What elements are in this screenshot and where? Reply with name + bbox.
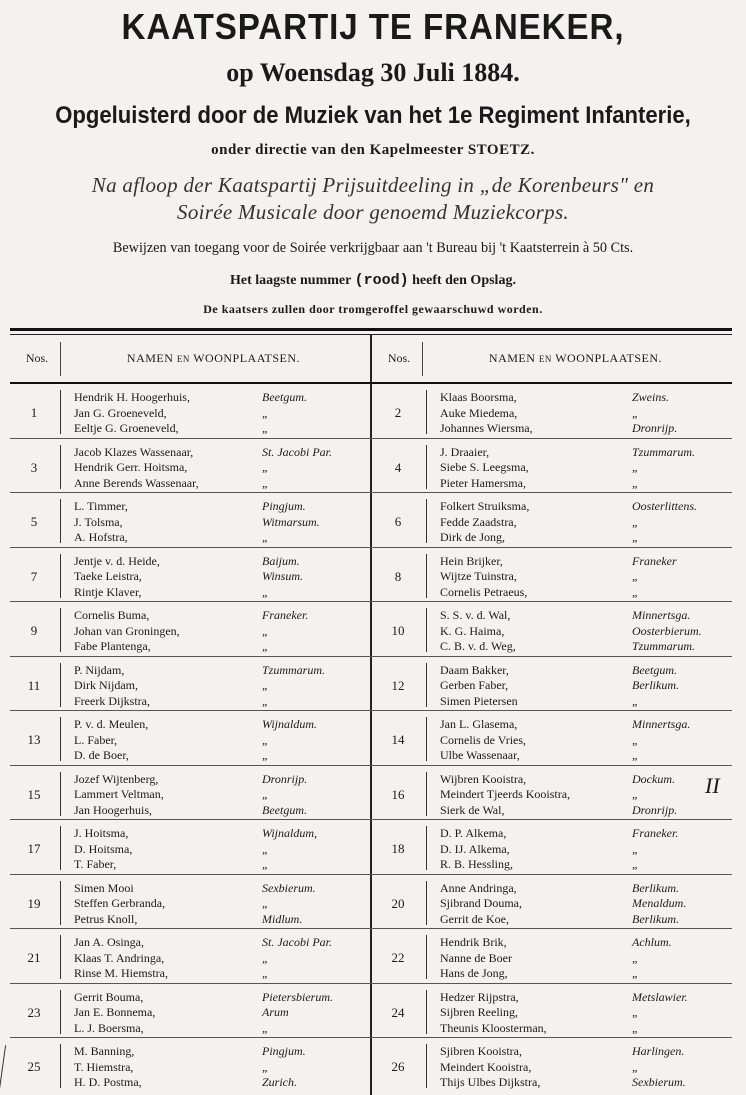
- entry-names: [440, 717, 526, 764]
- player-place: Wijnaldum.: [262, 717, 318, 731]
- entry-places: [632, 772, 677, 819]
- entry-places: [632, 717, 690, 764]
- entry-places: [632, 881, 686, 928]
- entry-brace: [426, 499, 437, 543]
- col-nos-right: Nos.: [387, 351, 411, 365]
- player-place: „: [632, 693, 639, 708]
- player-place: Minnertsga.: [632, 608, 691, 622]
- entry-brace: [426, 772, 437, 816]
- player-place: „: [632, 530, 639, 544]
- entry-number: 9: [30, 623, 38, 638]
- player-place: „: [262, 475, 269, 490]
- entry-places: [632, 935, 672, 982]
- player-name: Hendrik Brik,: [440, 935, 507, 949]
- player-name: Hendrik Gerr. Hoitsma,: [74, 460, 188, 474]
- row-divider: [10, 1037, 732, 1038]
- col-names-left: [61, 351, 366, 366]
- player-place: „: [262, 896, 269, 910]
- player-name: D. IJ. Alkema,: [440, 841, 510, 856]
- player-name: M. Banning,: [74, 1044, 135, 1058]
- entry-names: [440, 826, 513, 873]
- entry-number: 25: [27, 1059, 41, 1074]
- player-place: „: [262, 787, 269, 801]
- player-place: „: [632, 966, 639, 980]
- player-place: Oosterbierum.: [632, 623, 702, 638]
- row-divider: [10, 710, 732, 711]
- player-place: Pietersbierum.: [262, 989, 333, 1004]
- entry-places: [632, 445, 695, 492]
- player-place: „: [262, 1020, 269, 1035]
- player-name: Fabe Plantenga,: [74, 639, 151, 653]
- player-place: „: [632, 787, 639, 801]
- player-place: „: [632, 584, 639, 599]
- row-divider: [10, 601, 732, 602]
- player-place: „: [262, 460, 269, 474]
- player-name: Petrus Knoll,: [74, 911, 138, 926]
- player-name: H. D. Postma,: [74, 1075, 142, 1089]
- player-place: Beetgum.: [262, 802, 307, 817]
- entry-names: [440, 445, 529, 492]
- drum-line: De kaatsers zullen door tromgeroffel gewaarschuwd worden.: [203, 302, 543, 316]
- player-name: Sjibrand Douma,: [440, 896, 522, 910]
- player-place: Dockum.: [632, 771, 675, 786]
- entry-number: 5: [30, 514, 38, 529]
- player-place: „: [632, 1020, 639, 1035]
- player-place: Franeker: [632, 553, 677, 568]
- player-name: Dirk de Jong,: [440, 530, 505, 544]
- player-place: Menaldum.: [632, 896, 687, 910]
- col-names-right: [423, 351, 728, 366]
- col-names-a: NAMEN: [126, 351, 174, 365]
- player-name: Jan Hoogerhuis,: [74, 802, 152, 817]
- player-name: P. v. d. Meulen,: [74, 717, 149, 731]
- poster-date: op Woensdag 30 Juli 1884.: [226, 58, 520, 87]
- entry-names: [440, 935, 512, 982]
- player-name: Sijbren Reeling,: [440, 1005, 518, 1019]
- player-place: „: [262, 693, 269, 708]
- player-name: A. Hofstra,: [74, 530, 128, 544]
- row-divider: [10, 547, 732, 548]
- player-name: Hans de Jong,: [440, 966, 508, 980]
- entry-places: [632, 608, 702, 655]
- player-name: L. J. Boersma,: [74, 1020, 144, 1035]
- player-place: Berlikum.: [632, 911, 679, 926]
- entry-names: [440, 554, 527, 601]
- player-name: Klaas T. Andringa,: [74, 950, 165, 965]
- tickets-line: Bewijzen van toegang voor de Soirée verkrijgbaar aan 't Bureau bij 't Kaatsterrein à 50 Cts.: [112, 240, 634, 256]
- player-name: Hendrik H. Hoogerhuis,: [74, 390, 190, 404]
- player-name: Rintje Klaver,: [74, 584, 142, 599]
- entry-brace: [426, 554, 437, 598]
- player-name: Hein Brijker,: [440, 553, 503, 568]
- table-row: [0, 713, 746, 765]
- player-place: Winsum.: [262, 569, 304, 583]
- lowest-post: heeft den Opslag.: [412, 273, 516, 288]
- player-place: Tzummarum.: [262, 662, 326, 677]
- table-top-rule: [10, 328, 732, 331]
- entry-names: [440, 663, 518, 710]
- entry-number: 18: [391, 841, 405, 856]
- player-place: Sexbierum.: [262, 880, 316, 895]
- player-place: „: [262, 950, 269, 965]
- player-place: Wijnaldum,: [262, 826, 318, 840]
- row-divider: [10, 765, 732, 766]
- entry-brace: [426, 826, 437, 870]
- entry-places: [632, 663, 679, 710]
- player-place: Arum: [262, 1005, 289, 1019]
- player-name: Jan A. Osinga,: [74, 935, 144, 949]
- entry-brace: [426, 663, 437, 707]
- player-name: Sierk de Wal,: [440, 802, 505, 817]
- player-name: Johan van Groningen,: [74, 623, 180, 638]
- player-place: „: [262, 421, 269, 435]
- player-name: K. G. Haima,: [440, 623, 505, 638]
- entry-number: 16: [391, 786, 405, 802]
- player-place: Witmarsum.: [262, 514, 320, 529]
- player-place: Berlikum.: [632, 678, 679, 692]
- entry-number: 19: [27, 895, 41, 911]
- player-place: Dronrijp.: [262, 771, 308, 786]
- entry-number: 21: [27, 950, 41, 965]
- entry-number: 4: [394, 459, 402, 475]
- player-place: „: [262, 841, 269, 856]
- row-divider: [10, 983, 732, 984]
- player-place: Pingjum.: [262, 499, 306, 513]
- player-name: Steffen Gerbranda,: [74, 896, 166, 910]
- col-names-b: WOONPLAATSEN.: [193, 351, 301, 365]
- player-name: Daam Bakker,: [440, 662, 509, 677]
- player-name: Hedzer Rijpstra,: [440, 989, 519, 1004]
- player-place: Zurich.: [262, 1075, 298, 1089]
- player-name: Cornelis Petraeus,: [440, 584, 528, 599]
- player-place: Berlikum.: [632, 880, 679, 895]
- player-name: Fedde Zaadstra,: [440, 514, 517, 529]
- entry-number: 2: [394, 405, 402, 420]
- table-row: [0, 877, 746, 929]
- player-name: Johannes Wiersma,: [440, 421, 533, 435]
- entry-number: 13: [27, 732, 41, 747]
- player-place: „: [632, 841, 639, 856]
- player-name: Sjibren Kooistra,: [440, 1044, 522, 1058]
- entry-number: 23: [27, 1004, 41, 1020]
- header-bottom-rule: [10, 382, 732, 384]
- player-place: Dronrijp.: [632, 421, 678, 435]
- player-place: „: [262, 623, 269, 638]
- player-place: „: [632, 748, 639, 762]
- player-place: Franeker.: [262, 608, 309, 622]
- entry-number: 14: [391, 732, 405, 747]
- player-name: Gerben Faber,: [440, 678, 509, 692]
- soiree-text: [20, 172, 726, 226]
- player-name: T. Faber,: [74, 857, 117, 871]
- player-name: Gerrit de Koe,: [440, 911, 509, 926]
- player-place: Achlum.: [632, 935, 672, 949]
- table-row: [0, 822, 746, 874]
- entry-brace: [426, 608, 437, 652]
- player-name: S. S. v. d. Wal,: [440, 608, 511, 622]
- entry-brace: [426, 1044, 437, 1088]
- player-name: Jacob Klazes Wassenaar,: [74, 444, 194, 459]
- table-row: [0, 550, 746, 602]
- player-place: „: [262, 405, 269, 420]
- player-name: Meindert Tjeerds Kooistra,: [440, 787, 571, 801]
- player-name: T. Hiemstra,: [74, 1059, 134, 1074]
- player-name: Ulbe Wassenaar,: [440, 748, 520, 762]
- player-name: Rinse M. Hiemstra,: [74, 966, 168, 980]
- player-name: Cornelis Buma,: [74, 608, 150, 622]
- entry-places: [632, 499, 697, 546]
- player-name: Anne Berends Wassenaar,: [74, 475, 199, 490]
- player-place: Oosterlittens.: [632, 499, 697, 513]
- player-name: Thijs Ulbes Dijkstra,: [440, 1075, 541, 1089]
- player-place: „: [262, 966, 269, 980]
- player-place: „: [632, 460, 639, 474]
- player-name: Freerk Dijkstra,: [74, 693, 150, 708]
- player-place: „: [262, 639, 269, 653]
- player-place: Midlum.: [262, 911, 303, 926]
- player-place: St. Jacobi Par.: [262, 444, 332, 459]
- player-place: Tzummarum.: [632, 639, 696, 653]
- entry-brace: [426, 990, 437, 1034]
- entry-brace: [426, 935, 437, 979]
- poster-title: KAATSPARTIJ TE FRANEKER,: [121, 6, 625, 47]
- player-place: „: [262, 732, 269, 747]
- player-place: Sexbierum.: [632, 1075, 686, 1089]
- col-names-en: EN: [176, 354, 190, 364]
- player-place: Harlingen.: [632, 1044, 685, 1058]
- soiree-line-1: Na afloop der Kaatspartij Prijsuitdeeling in „de Korenbeurs" en: [91, 173, 655, 197]
- player-name: J. Tolsma,: [74, 514, 123, 529]
- entry-places: [632, 826, 678, 873]
- player-name: C. B. v. d. Weg,: [440, 639, 516, 653]
- player-name: R. B. Hessling,: [440, 857, 514, 871]
- entry-names: [440, 990, 547, 1037]
- player-place: „: [632, 732, 639, 747]
- player-name: Wijbren Kooistra,: [440, 771, 527, 786]
- player-name: Jan L. Glasema,: [440, 717, 518, 731]
- player-place: „: [632, 475, 639, 490]
- entry-number: 20: [391, 895, 405, 911]
- entry-number: 15: [27, 786, 41, 802]
- entry-names: [440, 881, 522, 928]
- entry-brace: [426, 717, 437, 761]
- row-divider: [10, 492, 732, 493]
- player-place: „: [632, 1005, 639, 1019]
- player-place: Minnertsga.: [632, 717, 691, 731]
- entry-names: [440, 499, 529, 546]
- entry-number: 17: [27, 841, 41, 856]
- player-place: „: [262, 748, 269, 762]
- player-name: Jan E. Bonnema,: [74, 1005, 156, 1019]
- player-place: „: [262, 1059, 269, 1074]
- table-row: [0, 768, 746, 820]
- player-name: J. Draaier,: [440, 444, 490, 459]
- player-place: „: [632, 857, 639, 871]
- player-place: „: [632, 569, 639, 583]
- row-divider: [10, 819, 732, 820]
- player-name: Wijtze Tuinstra,: [440, 569, 517, 583]
- player-place: „: [262, 678, 269, 692]
- player-place: Baijum.: [262, 553, 300, 568]
- player-name: Dirk Nijdam,: [74, 678, 138, 692]
- entry-places: [632, 990, 688, 1037]
- lowest-rood: (rood): [354, 272, 409, 289]
- player-name: Klaas Boorsma,: [440, 390, 517, 404]
- player-name: Pieter Hamersma,: [440, 475, 526, 490]
- player-place: Beetgum.: [262, 390, 307, 404]
- entry-number: 10: [391, 623, 405, 638]
- entry-number: 11: [27, 677, 41, 693]
- soiree-line-2: Soirée Musicale door genoemd Muziekcorps.: [177, 200, 569, 224]
- player-place: „: [632, 1059, 639, 1074]
- player-name: Simen Mooi: [74, 880, 134, 895]
- player-name: J. Hoitsma,: [74, 826, 129, 840]
- entry-places: [632, 1044, 686, 1091]
- entry-places: [632, 554, 677, 601]
- entry-places: [632, 390, 677, 437]
- player-name: Eeltje G. Groeneveld,: [74, 421, 179, 435]
- table-row: [0, 386, 746, 438]
- entry-brace: [426, 390, 437, 434]
- player-name: Lammert Veltman,: [74, 787, 164, 801]
- right-column-header: [376, 335, 728, 382]
- player-place: St. Jacobi Par.: [262, 935, 332, 949]
- director-line: onder directie van den Kapelmeester STOETZ.: [211, 142, 535, 158]
- entry-brace: [426, 881, 437, 925]
- player-place: Zweins.: [632, 390, 670, 404]
- player-place: Franeker.: [632, 826, 679, 840]
- player-place: „: [632, 405, 639, 420]
- entry-brace: [426, 445, 437, 489]
- player-place: „: [262, 857, 269, 871]
- player-name: L. Timmer,: [74, 499, 128, 513]
- row-divider: [10, 656, 732, 657]
- row-divider: [10, 438, 732, 439]
- entry-names: [440, 608, 516, 655]
- entry-number: 7: [30, 568, 38, 584]
- entry-number: 12: [391, 677, 405, 693]
- player-name: D. P. Alkema,: [440, 826, 507, 840]
- table-row: [0, 659, 746, 711]
- entry-number: 22: [391, 950, 405, 965]
- entry-number: 6: [394, 514, 402, 529]
- left-column-header: [14, 335, 366, 382]
- table-row: [0, 931, 746, 983]
- table-row: [0, 1040, 746, 1092]
- player-name: P. Nijdam,: [74, 662, 125, 677]
- entry-names: [440, 772, 570, 819]
- player-place: Metslawier.: [632, 989, 688, 1004]
- col-names-b: WOONPLAATSEN.: [555, 351, 663, 365]
- player-name: D. de Boer,: [74, 748, 129, 762]
- player-name: L. Faber,: [74, 732, 118, 747]
- entry-number: 1: [30, 405, 38, 420]
- lowest-pre: Het laagste nummer: [230, 273, 352, 288]
- table-row: [0, 986, 746, 1038]
- player-name: Theunis Kloosterman,: [440, 1020, 547, 1035]
- player-name: Gerrit Bouma,: [74, 989, 144, 1004]
- player-name: Meindert Kooistra,: [440, 1059, 532, 1074]
- player-name: Auke Miedema,: [440, 405, 518, 420]
- player-place: „: [632, 514, 639, 529]
- player-place: Pingjum.: [262, 1044, 306, 1058]
- player-name: Taeke Leistra,: [74, 569, 142, 583]
- entry-number: 26: [391, 1059, 405, 1074]
- player-place: Dronrijp.: [632, 802, 678, 817]
- handwritten-annotation: II: [705, 773, 720, 798]
- table-row: [0, 441, 746, 493]
- player-name: Anne Andringa,: [440, 880, 517, 895]
- entry-number: 8: [394, 568, 402, 584]
- table-row: [0, 604, 746, 656]
- lowest-number-line: [0, 272, 746, 289]
- player-name: Jentje v. d. Heide,: [74, 553, 160, 568]
- player-place: „: [262, 584, 269, 599]
- row-divider: [10, 874, 732, 875]
- player-name: Nanne de Boer: [440, 950, 512, 965]
- player-name: Folkert Struiksma,: [440, 499, 530, 513]
- table-row: [0, 495, 746, 547]
- entry-number: 24: [391, 1004, 405, 1020]
- player-name: Simen Pietersen: [440, 693, 518, 708]
- player-name: Jozef Wijtenberg,: [74, 771, 159, 786]
- player-place: „: [262, 530, 269, 544]
- player-place: „: [632, 950, 639, 965]
- entry-names: [440, 390, 533, 437]
- player-name: D. Hoitsma,: [74, 841, 133, 856]
- player-place: Tzummarum.: [632, 444, 696, 459]
- player-name: Jan G. Groeneveld,: [74, 405, 167, 420]
- row-divider: [10, 928, 732, 929]
- player-name: Siebe S. Leegsma,: [440, 460, 529, 474]
- player-name: Cornelis de Vries,: [440, 732, 527, 747]
- col-names-en: EN: [538, 354, 552, 364]
- col-names-a: NAMEN: [488, 351, 536, 365]
- player-place: Beetgum.: [632, 662, 677, 677]
- music-line: Opgeluisterd door de Muziek van het 1e Regiment Infanterie,: [55, 102, 691, 129]
- col-nos-left: Nos.: [25, 351, 49, 365]
- entry-names: [440, 1044, 540, 1091]
- entry-number: 3: [30, 459, 38, 475]
